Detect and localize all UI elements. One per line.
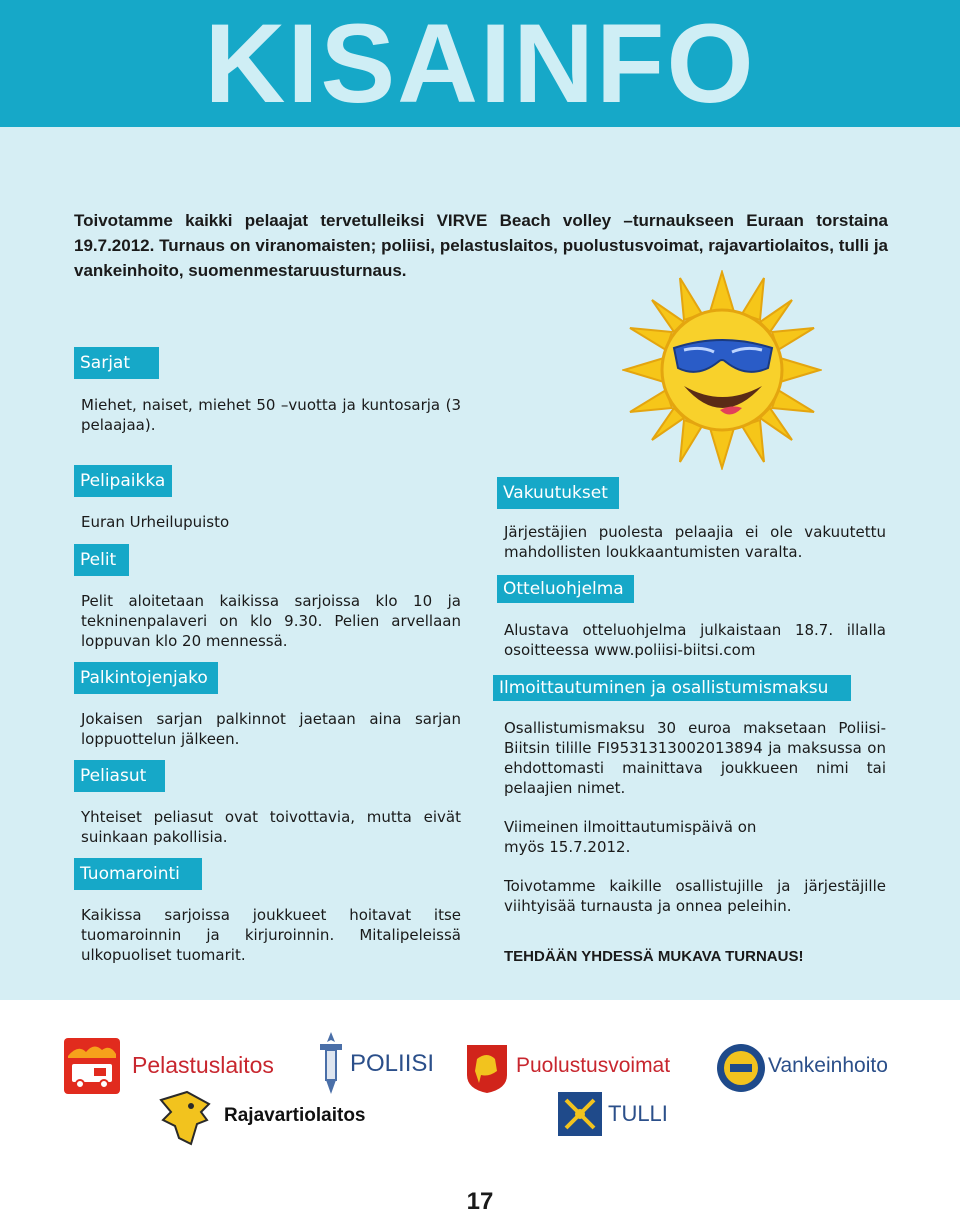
puolustusvoimat-logo-icon	[467, 1045, 507, 1093]
section-text-pelit: Pelit aloitetaan kaikissa sarjoissa klo 10 ja tekninenpalaveri on klo 9.30. Pelien arvellaan loppuvan klo 20 mennessä.	[81, 592, 461, 650]
pelastuslaitos-logo-icon	[64, 1038, 120, 1094]
sun-illustration	[622, 270, 822, 470]
poliisi-logo-icon	[318, 1032, 344, 1094]
section-header-otteluohjelma: Otteluohjelma	[497, 575, 634, 603]
section-header-sarjat: Sarjat	[74, 347, 159, 379]
section-header-ilmoittautuminen: Ilmoittautuminen ja osallistumismaksu	[493, 675, 851, 701]
rajavartiolaitos-logo-icon	[157, 1090, 213, 1146]
section-header-vakuutukset: Vakuutukset	[497, 477, 619, 509]
logo-label-pelastuslaitos: Pelastuslaitos	[132, 1052, 274, 1078]
section-text-sarjat: Miehet, naiset, miehet 50 –vuotta ja kuntosarja (3 pelaajaa).	[81, 396, 461, 434]
page-number: 17	[466, 1188, 494, 1215]
vankeinhoito-logo-icon	[716, 1043, 766, 1093]
logo-label-vankeinhoito: Vankeinhoito	[768, 1054, 888, 1077]
section-header-tuomarointi: Tuomarointi	[74, 858, 202, 890]
logo-label-poliisi: POLIISI	[350, 1050, 435, 1077]
title-banner	[0, 0, 960, 127]
intro-paragraph: Toivotamme kaikki pelaajat tervetulleiksi VIRVE Beach volley –turnaukseen Euraan torstaina 19.7.2012. Turnaus on viranomaisten; poliisi, pelastuslaitos, puolustusvoimat, rajavartiolaitos, tulli ja vankeinhoito, suomenmestaruusturnaus.	[74, 211, 888, 280]
section-text-peliasut: Yhteiset peliasut ovat toivottavia, mutta eivät suinkaan pakollisia.	[81, 808, 461, 846]
logo-label-rajavartiolaitos: Rajavartiolaitos	[224, 1105, 366, 1126]
section-text-ilmoittautuminen-2: Viimeinen ilmoittautumispäivä on myös 15.7.2012.	[504, 818, 757, 856]
section-text-otteluohjelma: Alustava otteluohjelma julkaistaan 18.7. illalla osoitteessa www.poliisi-biitsi.com	[504, 621, 886, 659]
section-text-vakuutukset: Järjestäjien puolesta pelaajia ei ole vakuutettu mahdollisten loukkaantumisten varalta.	[504, 523, 886, 561]
section-text-palkintojenjako: Jokaisen sarjan palkinnot jaetaan aina sarjan loppuottelun jälkeen.	[81, 710, 461, 748]
section-header-peliasut: Peliasut	[74, 760, 165, 792]
section-text-tuomarointi: Kaikissa sarjoissa joukkueet hoitavat itse tuomaroinnin ja kirjuroinnin. Mitalipeleissä ulkopuoliset tuomarit.	[81, 906, 461, 964]
tulli-logo-icon	[558, 1092, 602, 1136]
section-header-pelit: Pelit	[74, 544, 129, 576]
section-header-pelipaikka: Pelipaikka	[74, 465, 172, 497]
closing-slogan: TEHDÄÄN YHDESSÄ MUKAVA TURNAUS!	[504, 948, 804, 965]
page-title: KISAINFO	[204, 1, 756, 126]
section-text-pelipaikka: Euran Urheilupuisto	[81, 513, 230, 531]
section-header-palkintojenjako: Palkintojenjako	[74, 662, 218, 694]
logo-label-puolustusvoimat: Puolustusvoimat	[516, 1054, 671, 1077]
section-text-ilmoittautuminen-1: Osallistumismaksu 30 euroa maksetaan Poliisi-Biitsin tilille FI9531313002013894 ja maksussa on ehdottomasti mainittava joukkueen nimi tai pelaajien nimet.	[504, 719, 886, 797]
logo-label-tulli: TULLI	[608, 1101, 668, 1126]
section-text-ilmoittautuminen-3: Toivotamme kaikille osallistujille ja järjestäjille viihtyisää turnausta ja onnea peleihin.	[504, 877, 886, 915]
